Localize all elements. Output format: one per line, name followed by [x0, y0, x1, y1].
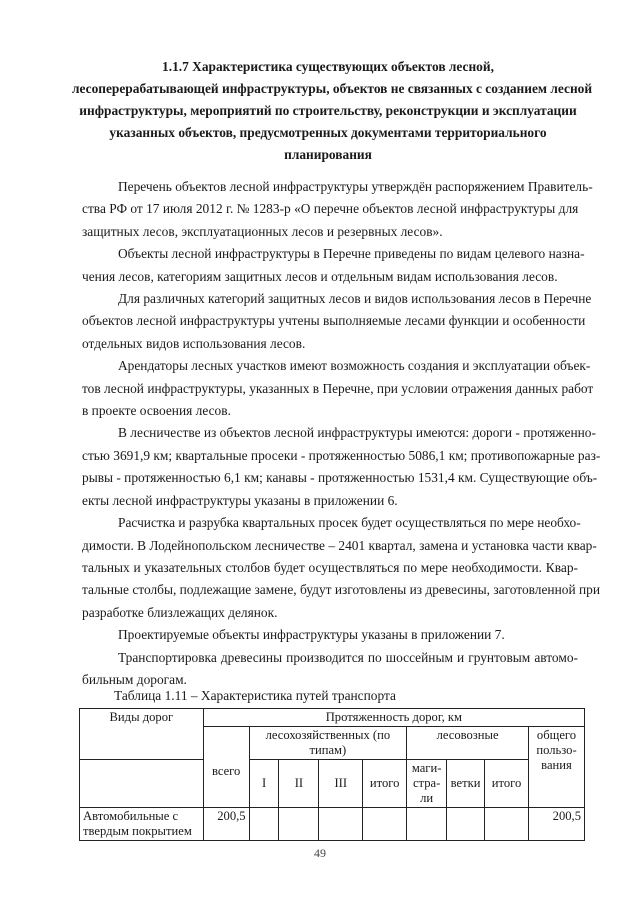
paragraph-line: бильным дорогам.	[82, 671, 187, 687]
header-branches: ветки	[447, 760, 485, 808]
paragraph-line: Для различных категорий защитных лесов и видов использования лесов в Перечне	[118, 291, 592, 307]
paragraph-line: тов лесной инфраструктуры, указанных в Перечне, при условии отражения данных работ	[82, 380, 594, 396]
row-name: Автомобильные с твердым покрытием	[80, 808, 204, 841]
header-type-2: II	[279, 760, 319, 808]
paragraph-line: в проекте освоения лесов.	[82, 403, 231, 419]
table-caption: Таблица 1.11 – Характеристика путей транспорта	[114, 688, 396, 703]
paragraph-line: Арендаторы лесных участков имеют возможность создания и эксплуатации объек-	[118, 358, 591, 374]
row-type-2	[279, 808, 319, 841]
heading-line: указанных объектов, предусмотренных документами территориального	[109, 125, 547, 140]
paragraph-line: чения лесов, категориям защитных лесов и отдельным видам использования лесов.	[82, 268, 558, 284]
row-total: 200,5	[203, 808, 249, 841]
header-forestry-total: итого	[363, 760, 407, 808]
header-total: всего	[203, 727, 249, 808]
row-type-3	[319, 808, 363, 841]
header-public: общего пользо-вания	[529, 727, 585, 808]
paragraph-line: тальных и указательных столбов будет осуществляться по мере необходимости. Квар-	[82, 559, 578, 575]
paragraph	[82, 355, 594, 422]
header-empty	[80, 760, 204, 808]
paragraph-line: Расчистка и разрубка квартальных просек будет осуществляться по мере необхо-	[118, 515, 581, 531]
paragraph-line: Транспортировка древесины производится по шоссейным и грунтовым автомо-	[118, 649, 578, 665]
header-type-1: I	[249, 760, 279, 808]
body-text	[82, 176, 601, 691]
header-forestry: лесохозяйственных (по типам)	[249, 727, 407, 760]
paragraph-line: Перечень объектов лесной инфраструктуры утверждён распоряжением Правитель-	[118, 179, 593, 194]
paragraph	[82, 243, 585, 288]
paragraph	[82, 647, 578, 692]
header-main: маги-стра-ли	[407, 760, 447, 808]
header-haul-total: итого	[485, 760, 529, 808]
transport-table	[79, 708, 585, 841]
page-number: 49	[314, 846, 326, 860]
header-length: Протяженность дорог, км	[203, 709, 584, 727]
row-main	[407, 808, 447, 841]
paragraph-line: Проектируемые объекты инфраструктуры указаны в приложении 7.	[118, 627, 505, 643]
row-branches	[447, 808, 485, 841]
row-haul-total	[485, 808, 529, 841]
heading-line: лесоперерабатывающей инфраструктуры, объектов не связанных с созданием лесной	[72, 81, 593, 96]
paragraph-line: тальные столбы, подлежащие замене, будут изготовлены из древесины, заготовленной при	[82, 582, 600, 598]
paragraph	[82, 422, 601, 512]
paragraph-line: ства РФ от 17 июля 2012 г. № 1283-р «О перечне объектов лесной инфраструктуры для	[82, 201, 579, 217]
row-forestry-total	[363, 808, 407, 841]
paragraph-line: Объекты лесной инфраструктуры в Перечне приведены по видам целевого назна-	[118, 246, 585, 262]
paragraph-line: разработке близлежащих делянок.	[82, 604, 278, 620]
paragraph	[82, 288, 592, 355]
table-row	[80, 808, 585, 841]
paragraph-line: рывы - протяженностью 6,1 км; канавы - протяженностью 1531,4 км. Существующие объ-	[82, 470, 598, 486]
paragraph-line: екты лесной инфраструктуры указаны в приложении 6.	[82, 492, 398, 508]
heading-line: 1.1.7 Характеристика существующих объектов лесной,	[162, 59, 494, 74]
header-type-3: III	[319, 760, 363, 808]
paragraph	[82, 176, 593, 243]
paragraph-line: отдельных видов использования лесов.	[82, 335, 306, 351]
heading-line: планирования	[284, 147, 372, 162]
paragraph-line: объектов лесной инфраструктуры учтены выполняемые лесами функции и особенности	[82, 313, 586, 329]
paragraph-line: В лесничестве из объектов лесной инфраструктуры имеются: дороги - протяженно-	[118, 425, 596, 441]
paragraph	[82, 512, 600, 624]
heading-line: инфраструктуры, мероприятий по строительству, реконструкции и эксплуатации	[79, 103, 577, 118]
row-public: 200,5	[529, 808, 585, 841]
paragraph	[82, 624, 578, 646]
section-heading	[72, 56, 593, 166]
row-type-1	[249, 808, 279, 841]
paragraph-line: стью 3691,9 км; квартальные просеки - протяженностью 5086,1 км; противопожарные раз-	[82, 447, 601, 463]
header-haul: лесовозные	[407, 727, 529, 760]
header-road-types: Виды дорог	[80, 709, 204, 760]
paragraph-line: димости. В Лодейнопольском лесничестве – 2401 квартал, замена и установка части квар-	[82, 537, 597, 553]
paragraph-line: защитных лесов, эксплуатационных лесов и резервных лесов».	[82, 223, 443, 239]
